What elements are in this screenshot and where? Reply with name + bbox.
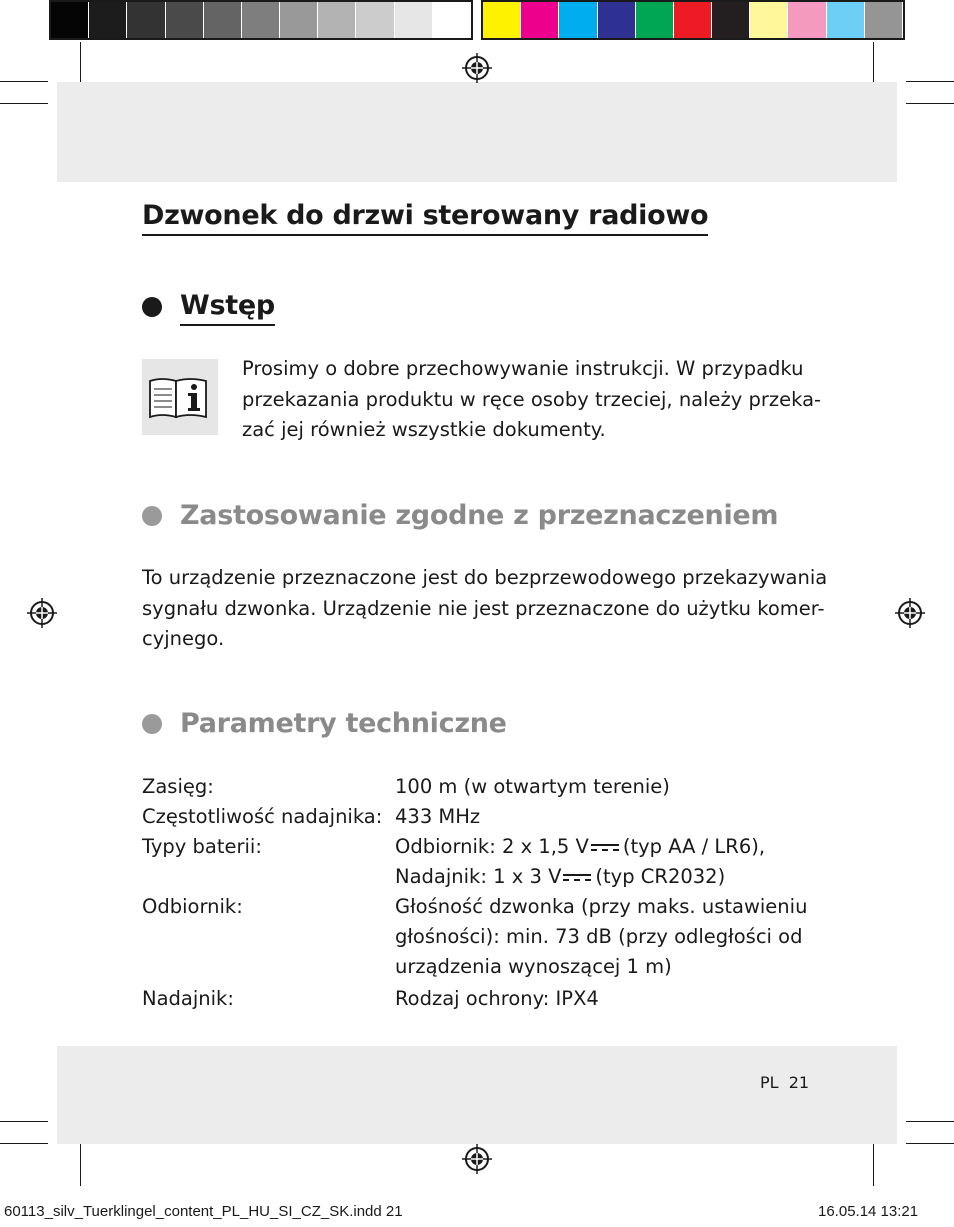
info-box	[142, 359, 218, 435]
header-band	[57, 82, 897, 182]
color-swatch	[712, 2, 749, 38]
registration-mark-icon	[461, 52, 493, 84]
grey-swatch	[242, 2, 279, 38]
dc-voltage-symbol-icon	[563, 873, 591, 883]
page-number	[760, 1072, 809, 1094]
section-specs-heading	[142, 706, 507, 742]
text-line: zać jej również wszystkie dokumenty.	[242, 418, 606, 441]
spec-value-transmitter: Rodzaj ochrony: IPX4	[395, 987, 599, 1010]
bullet-icon	[142, 506, 162, 526]
grey-swatch	[204, 2, 241, 38]
section-intro-heading	[142, 288, 275, 326]
intro-paragraph	[242, 354, 821, 446]
spec-label-transmitter: Nadajnik:	[142, 987, 234, 1010]
battery-receiver-text: Odbiornik: 2 x 1,5 V	[395, 835, 589, 858]
dc-voltage-symbol-icon	[591, 843, 619, 853]
section-title: Parametry techniczne	[180, 708, 507, 739]
spec-value-battery-transmitter	[395, 862, 725, 892]
registration-mark-icon	[26, 597, 58, 629]
grey-swatch	[51, 2, 88, 38]
spec-value-range: 100 m (w otwartym terenie)	[395, 775, 670, 798]
bullet-icon	[142, 297, 162, 317]
spec-label-frequency: Częstotliwość nadajnika:	[142, 805, 383, 828]
document-title: Dzwonek do drzwi sterowany radiowo	[142, 198, 708, 236]
color-swatch	[521, 2, 558, 38]
section-title: Zastosowanie zgodne z przeznaczeniem	[180, 500, 779, 531]
color-swatch	[636, 2, 673, 38]
spec-value-battery-receiver	[395, 832, 765, 862]
color-swatch	[827, 2, 864, 38]
grey-swatch	[127, 2, 164, 38]
text-line: To urządzenie przeznaczone jest do bezprzewodowego przekazywania	[142, 566, 828, 589]
text-line: cyjnego.	[142, 627, 225, 650]
grey-swatch	[166, 2, 203, 38]
grey-swatch	[280, 2, 317, 38]
footer-band	[57, 1046, 897, 1144]
battery-transmitter-text: Nadajnik: 1 x 3 V	[395, 865, 562, 888]
color-swatch	[483, 2, 520, 38]
color-swatch	[598, 2, 635, 38]
registration-mark-icon	[461, 1143, 493, 1175]
battery-receiver-type: (typ AA / LR6),	[622, 835, 766, 858]
color-swatch	[674, 2, 711, 38]
text-line: przekazania produktu w ręce osoby trzeciej, należy przeka-	[242, 387, 822, 411]
spec-value-frequency: 433 MHz	[395, 805, 481, 828]
spec-value-receiver-line: Głośność dzwonka (przy maks. ustawieniu	[395, 895, 808, 918]
section-title: Wstęp	[180, 288, 275, 326]
grey-swatch	[356, 2, 393, 38]
grey-swatch	[433, 2, 470, 38]
spec-label-batteries: Typy baterii:	[142, 835, 262, 858]
bullet-icon	[142, 714, 162, 734]
print-date: 16.05.14 13:21	[818, 1203, 919, 1220]
spec-value-receiver-line: głośności): min. 73 dB (przy odległości od	[395, 925, 803, 948]
registration-mark-icon	[894, 597, 926, 629]
color-swatch	[865, 2, 902, 38]
grey-swatch	[89, 2, 126, 38]
page-lang: PL	[760, 1073, 779, 1092]
spec-label-range: Zasięg:	[142, 775, 214, 798]
battery-transmitter-type: (typ CR2032)	[595, 865, 726, 888]
usage-paragraph	[142, 563, 827, 655]
section-usage-heading	[142, 498, 778, 534]
page-number-value: 21	[788, 1073, 810, 1092]
print-file-name: 60113_silv_Tuerklingel_content_PL_HU_SI_CZ_SK.indd 21	[4, 1203, 403, 1220]
grey-swatch	[395, 2, 432, 38]
text-line: Prosimy o dobre przechowywanie instrukcji. W przypadku	[242, 357, 804, 380]
grey-swatch	[318, 2, 355, 38]
book-info-icon	[142, 359, 218, 435]
spec-label-receiver: Odbiornik:	[142, 895, 243, 918]
color-swatch	[750, 2, 787, 38]
color-swatch	[788, 2, 825, 38]
text-line: sygnału dzwonka. Urządzenie nie jest przeznaczone do użytku komer-	[142, 596, 825, 620]
color-swatch	[559, 2, 596, 38]
spec-value-receiver-line: urządzenia wynoszącej 1 m)	[395, 955, 672, 978]
